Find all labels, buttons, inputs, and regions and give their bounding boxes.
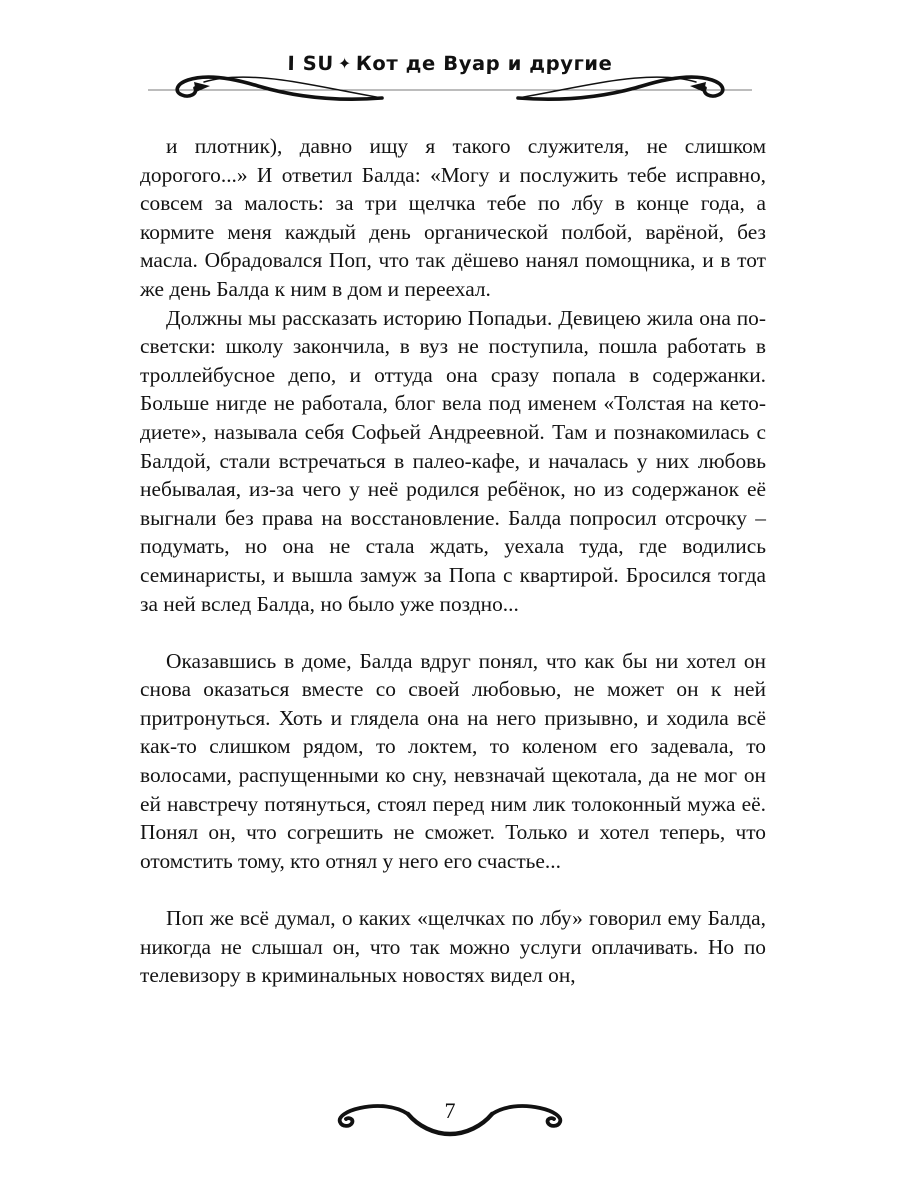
running-head-title [132, 52, 768, 75]
running-head [132, 52, 768, 108]
paragraph-balda-realization: Оказавшись в доме, Балда вдруг понял, что как бы ни хотел он снова оказаться вместе со своей любовью, не может он к ней притронуться. Хоть и глядела она на него призывно, и ходила всё как-то слишком рядом, то локтем, то коленом его задевала, то волосами, распущенными ко сну, невзначай щекотала, да не мог он ей навстречу потянуться, стоял перед ним лик толоконный мужа её. Понял он, что согрешить не сможет. Только и хотел теперь, что отомстить тому, кто отнял у него его счастье... [140, 648, 766, 873]
body-text-column [140, 132, 766, 990]
page-number: 7 [444, 1098, 456, 1123]
paragraph-continued: и плотник), давно ищу я такого служителя, не слишком дорогого...» И ответил Балда: «Могу и послужить тебе исправно, совсем за малость: за три щелчка тебе по лбу в конце года, а кормите меня каждый день органической полбой, варёной, без масла. Обрадовался Поп, что так дёшево нанял помощника, и в тот же день Балда к ним в дом и переехал. [140, 134, 766, 301]
running-head-book-title: Кот де Вуар и другие [355, 52, 613, 75]
paragraph-pop-thinking: Поп же всё думал, о каких «щелчках по лбу» говорил ему Балда, никогда не слышал он, что так можно услуги оплачивать. Но по телевизору в криминальных новостях видел он, [140, 906, 766, 988]
page-footer [300, 1092, 600, 1158]
four-pointed-star-icon: ✦ [337, 54, 353, 73]
running-head-prefix: I SU [287, 52, 335, 75]
paragraph-popadya: Должны мы рассказать историю Попадьи. Девицею жила она по-светски: школу закончила, в вуз не поступила, пошла работать в троллейбусное депо, и оттуда она сразу попала в содержанки. Больше нигде не работала, блог вела под именем «Толстая на кето-диете», называла себя Софьей Андреевной. Там и познакомилась с Балдой, стали встречаться в палео-кафе, и началась у них любовь небывалая, из-за чего у неё родился ребёнок, но из содержанок её выгнали без права на восстановление. Балда попросил отсрочку – подумать, но она не стала ждать, уехала туда, где водились семинаристы, и вышла замуж за Попа с квартирой. Бросился тогда за ней вслед Балда, но было уже поздно... [140, 305, 766, 616]
